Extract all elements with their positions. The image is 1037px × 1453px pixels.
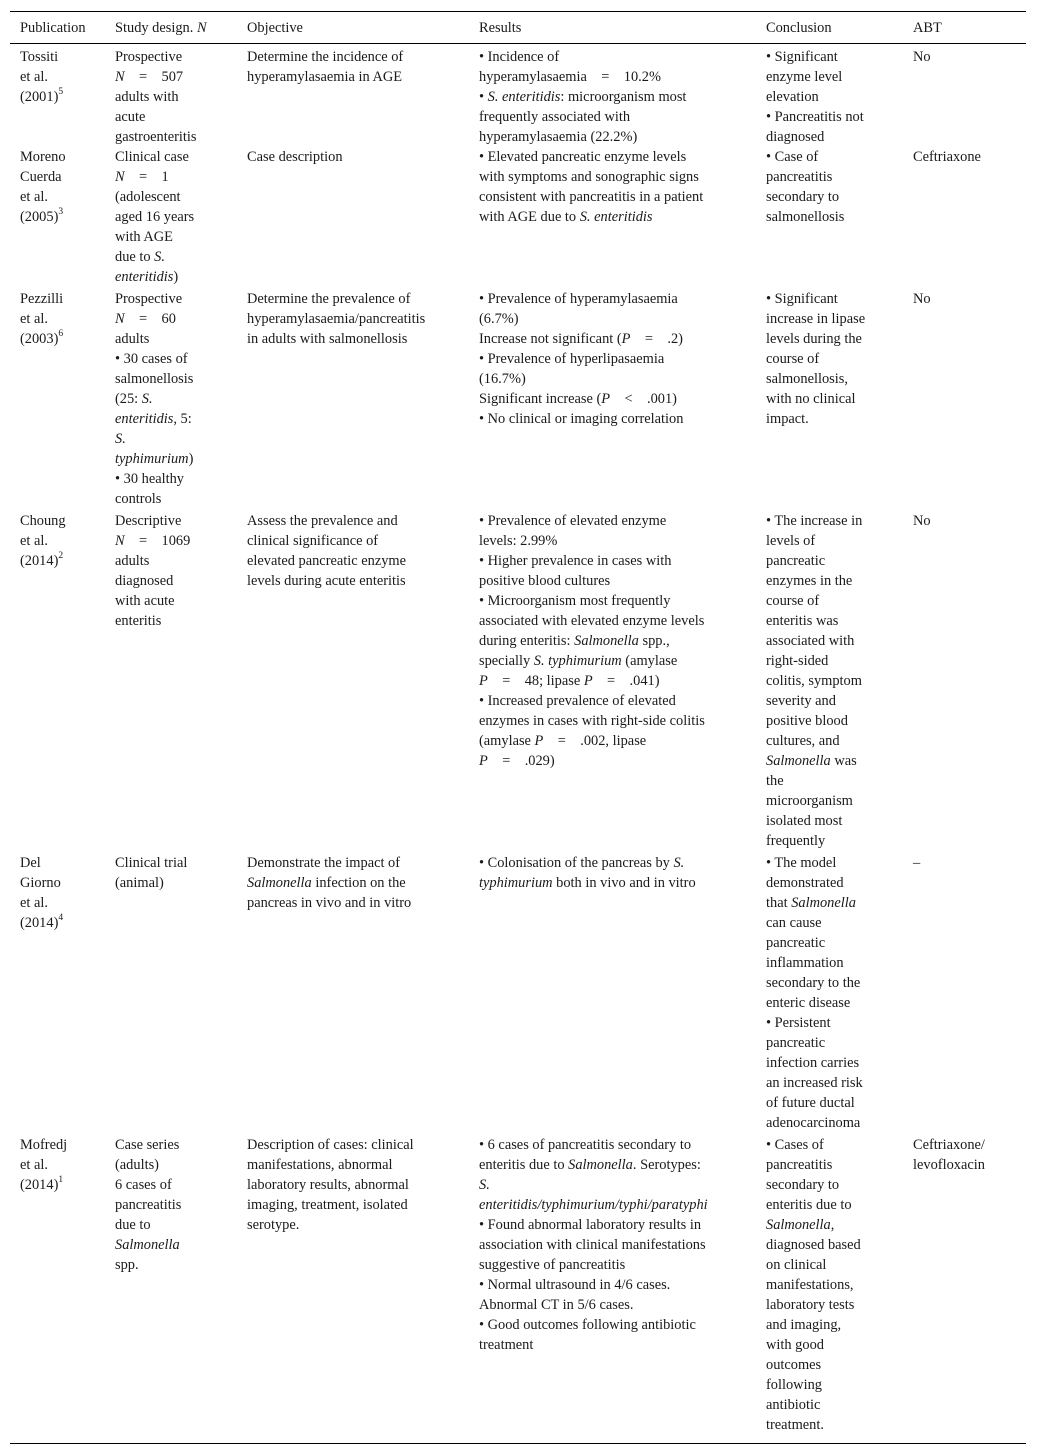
cell-objective: Determine the prevalence of hyperamylasaemia/pancreatitis in adults with salmonellosis <box>247 291 426 347</box>
header-study-design-label: Study design. <box>115 20 194 36</box>
cell-objective: Demonstrate the impact of Salmonella infection on the pancreas in vivo and in vitro <box>247 855 412 911</box>
cell-objective: Assess the prevalence and clinical significance of elevated pancreatic enzyme levels during acute enteritis <box>247 513 406 589</box>
cell-abt: – <box>913 855 921 871</box>
cell-objective: Description of cases: clinical manifestations, abnormal laboratory results, abnormal imaging, treatment, isolated serotype. <box>247 1137 414 1233</box>
reference-superscript: 2 <box>58 551 64 562</box>
reference-superscript: 5 <box>58 87 64 98</box>
reference-superscript: 1 <box>58 1175 64 1186</box>
cell-results: • Prevalence of hyperamylasaemia (6.7%) Increase not significant (P = .2) • Prevalence of hyperlipasaemia (16.7%) Significant increase (P < .001) • No clinical or imaging correlation <box>479 291 684 427</box>
cell-abt: Ceftriaxone <box>913 149 981 165</box>
cell-study-design: Clinical trial (animal) <box>115 855 188 891</box>
cell-study-design: Clinical case N = 1 (adolescent aged 16 years with AGE due to S. enteritidis) <box>115 149 195 285</box>
cell-objective: Determine the incidence of hyperamylasaemia in AGE <box>247 49 404 85</box>
reference-superscript: 4 <box>58 913 64 924</box>
cell-results: • Colonisation of the pancreas by S. typhimurium both in vivo and in vitro <box>479 855 696 891</box>
header-study-design-n: N <box>196 20 207 36</box>
cell-results: • Prevalence of elevated enzyme levels: 2.99% • Higher prevalence in cases with positive blood cultures • Microorganism most frequently associated with elevated enzyme levels during enteritis: Salmonella spp., specially S. typhimurium (amylase P = 48; lipase P = .041) • Increased prevalence of elevated enzymes in cases with right-side colitis (amylase P = .002, lipase P = .029) <box>479 513 705 769</box>
header-objective: Objective <box>247 20 303 36</box>
cell-results: • 6 cases of pancreatitis secondary to enteritis due to Salmonella. Serotypes: S. enteritidis/typhimurium/typhi/paratyphi • Found abnormal laboratory results in association with clinical manifestations suggestive of pancreatitis • Normal ultrasound in 4/6 cases. Abnormal CT in 5/6 cases. • Good outcomes following antibiotic treatment <box>479 1137 708 1353</box>
cell-publication: Mofredj et al. $(2014)^1$ <box>20 1137 68 1193</box>
study-summary-table <box>10 11 1026 1444</box>
header-study-design <box>115 18 207 38</box>
cell-conclusion: • Case of pancreatitis secondary to salmonellosis <box>766 149 845 225</box>
cell-abt: No <box>913 49 931 65</box>
header-abt: ABT <box>913 20 942 36</box>
cell-abt: No <box>913 291 931 307</box>
cell-publication: Pezzilli et al. $(2003)^6$ <box>20 291 64 347</box>
cell-conclusion: • Significant enzyme level elevation • Pancreatitis not diagnosed <box>766 49 864 145</box>
header-rule <box>10 43 1026 44</box>
header-results: Results <box>479 20 522 36</box>
cell-publication: Tossiti et al. $(2001)^5$ <box>20 49 64 105</box>
cell-publication: Del Giorno et al. $(2014)^4$ <box>20 855 64 931</box>
cell-publication: Moreno Cuerda et al. $(2005)^3$ <box>20 149 66 225</box>
cell-abt: Ceftriaxone/ levofloxacin <box>913 1137 985 1173</box>
cell-results: • Elevated pancreatic enzyme levels with symptoms and sonographic signs consistent with pancreatitis in a patient with AGE due to S. enteritidis <box>479 149 704 225</box>
cell-abt: No <box>913 513 931 529</box>
cell-study-design: Descriptive N = 1069 adults diagnosed with acute enteritis <box>115 513 191 629</box>
cell-study-design: Prospective N = 507 adults with acute gastroenteritis <box>115 49 197 145</box>
cell-study-design: Case series (adults) 6 cases of pancreatitis due to Salmonella spp. <box>115 1137 182 1273</box>
cell-study-design: Prospective N = 60 adults • 30 cases of salmonellosis (25: S. enteritidis, 5: S. typhimurium) • 30 healthy controls <box>115 291 194 507</box>
header-publication: Publication <box>20 20 86 36</box>
cell-conclusion: • Significant increase in lipase levels during the course of salmonellosis, with no clinical impact. <box>766 291 866 427</box>
cell-publication: Choung et al. $(2014)^2$ <box>20 513 66 569</box>
cell-conclusion: • Cases of pancreatitis secondary to enteritis due to Salmonella, diagnosed based on clinical manifestations, laboratory tests and imaging, with good outcomes following antibiotic treatment. <box>766 1137 861 1433</box>
cell-results: • Incidence of hyperamylasaemia = 10.2% • S. enteritidis: microorganism most frequently associated with hyperamylasaemia (22.2%) <box>479 49 687 145</box>
cell-conclusion: • The increase in levels of pancreatic enzymes in the course of enteritis was associated with right-sided colitis, symptom severity and positive blood cultures, and Salmonella was the microorganism isolated most frequently <box>766 513 863 849</box>
cell-conclusion: • The model demonstrated that Salmonella can cause pancreatic inflammation secondary to the enteric disease • Persistent pancreatic infection carries an increased risk of future ductal adenocarcinoma <box>766 855 863 1131</box>
cell-objective: Case description <box>247 149 343 165</box>
header-conclusion: Conclusion <box>766 20 832 36</box>
reference-superscript: 6 <box>58 329 64 340</box>
reference-superscript: 3 <box>58 207 64 218</box>
